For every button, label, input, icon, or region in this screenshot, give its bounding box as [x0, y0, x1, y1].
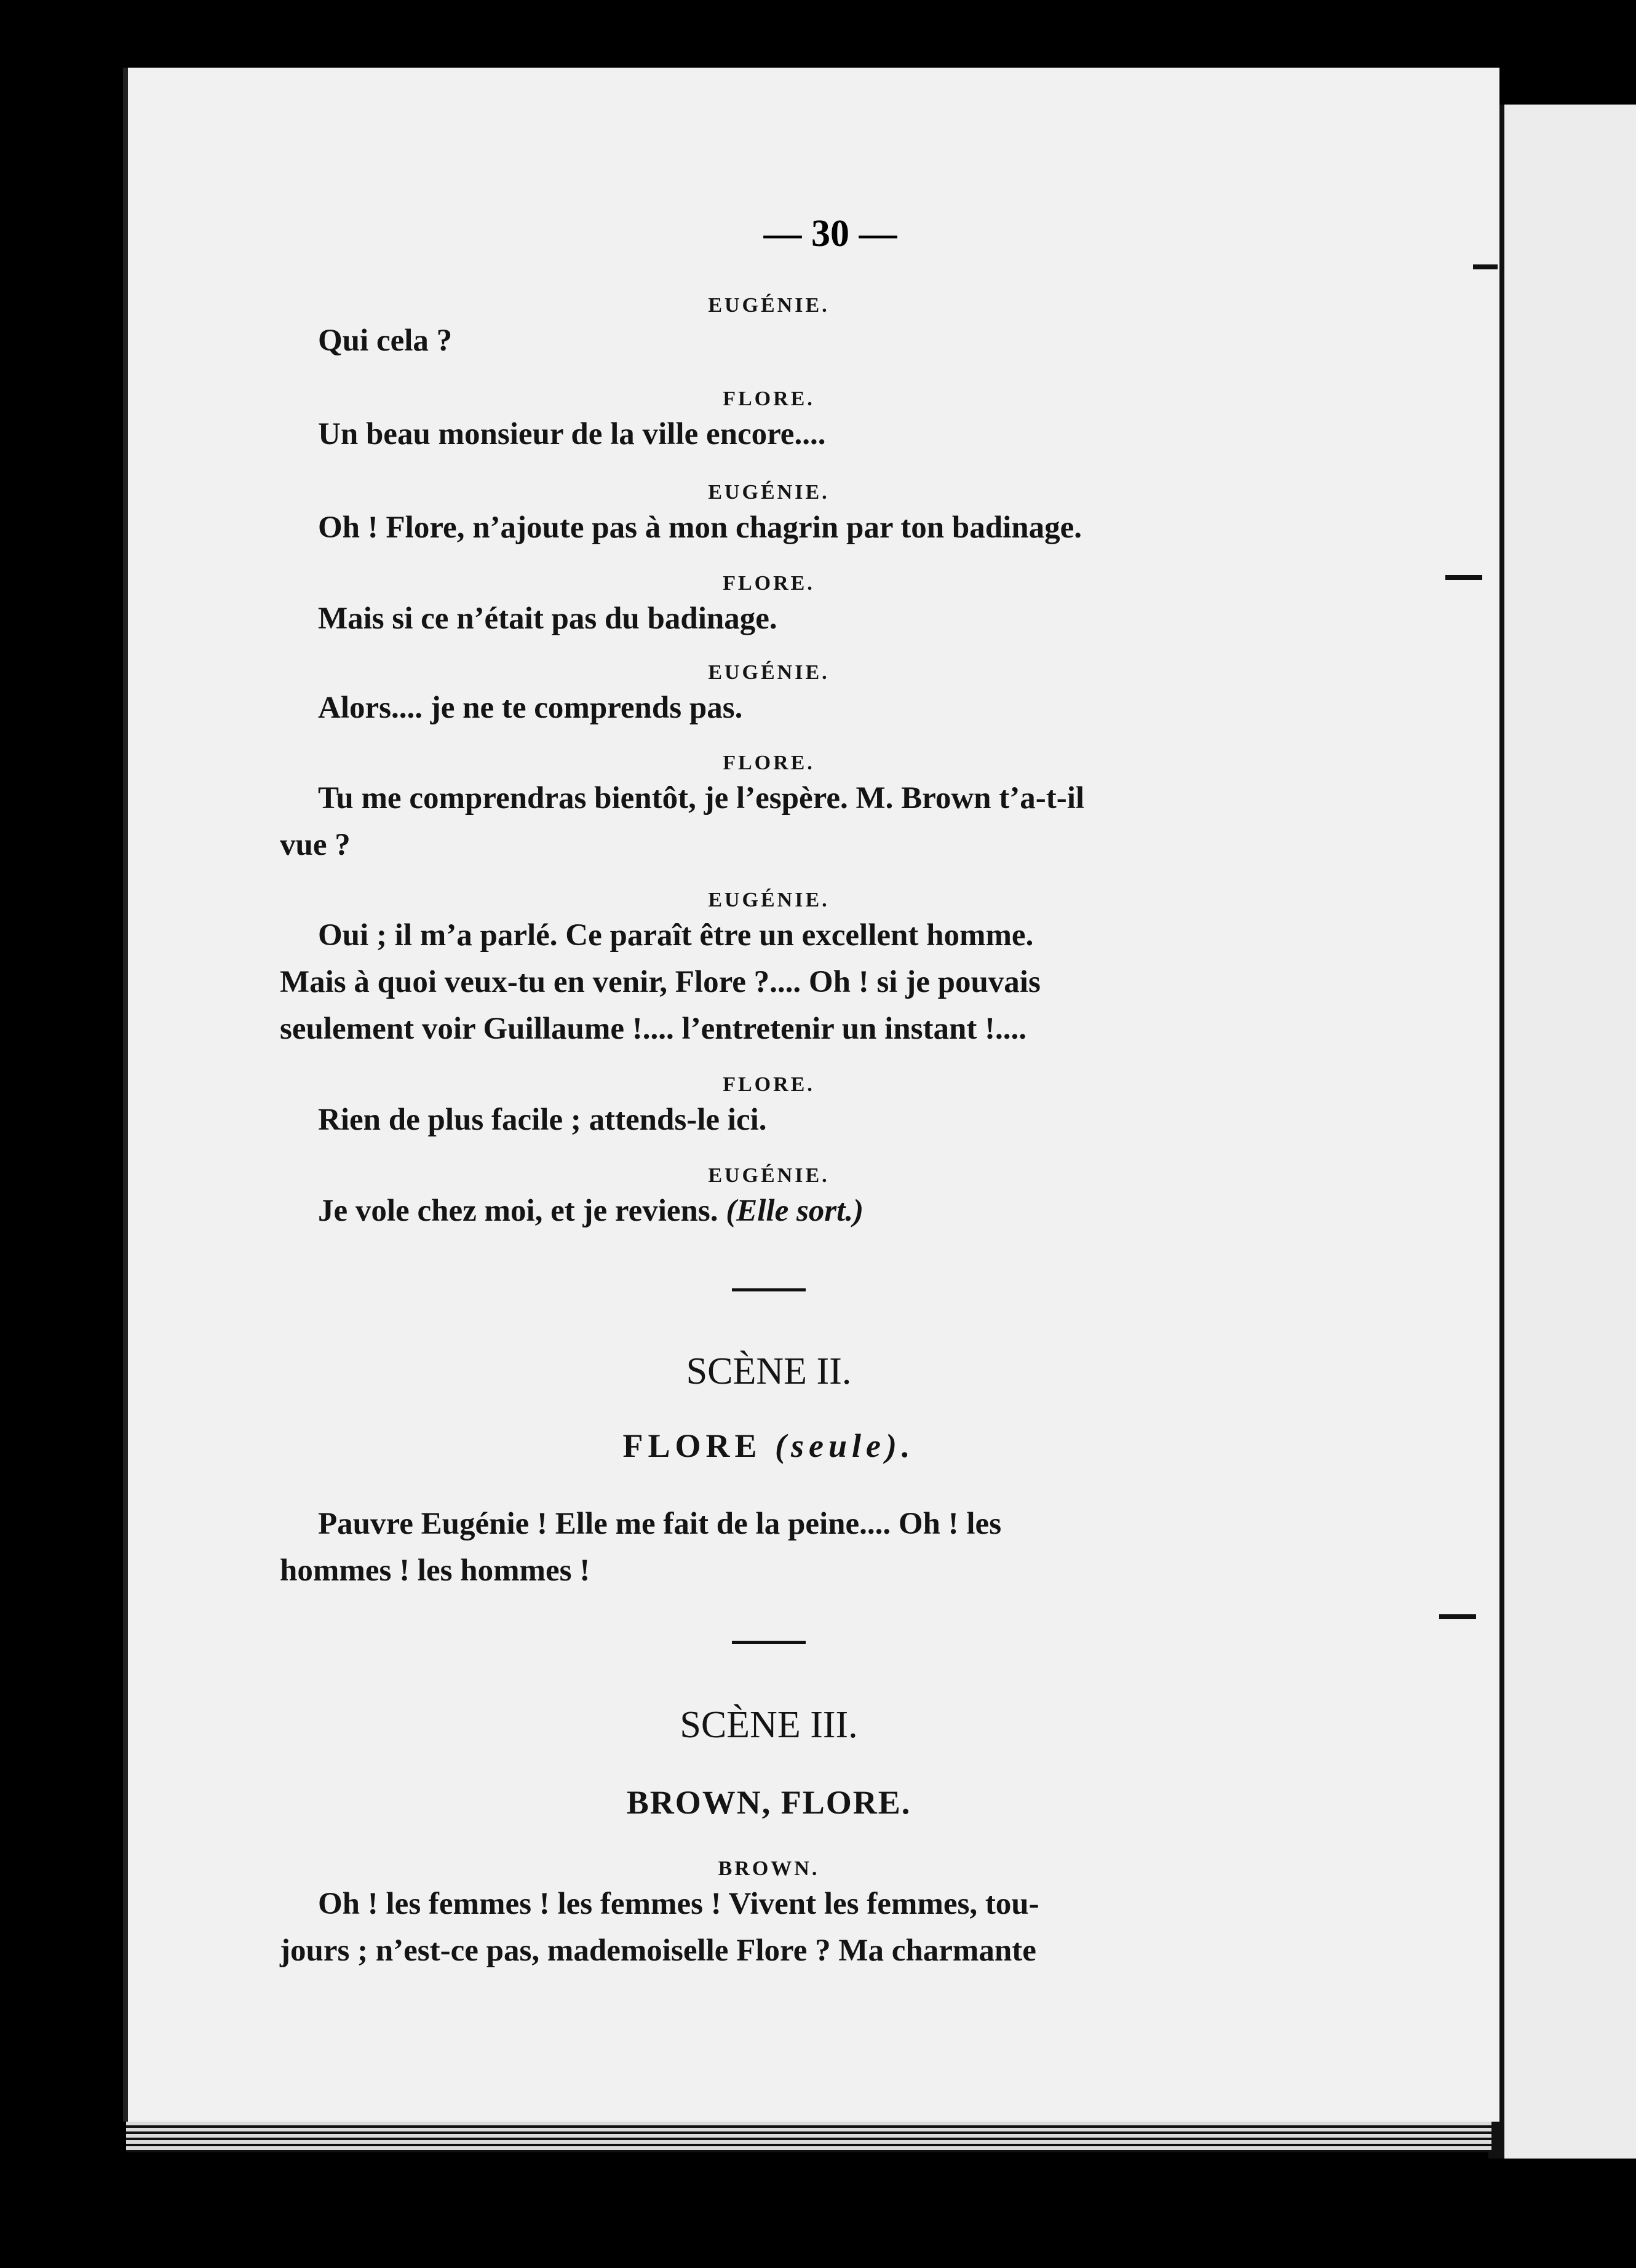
dialogue-line: Tu me comprendras bientôt, je l’espère. M. Brown t’a-t-il	[318, 781, 1085, 815]
divider-rule	[732, 1641, 806, 1644]
scene-title: SCÈNE II.	[686, 1350, 852, 1392]
scene-title: SCÈNE III.	[680, 1704, 858, 1746]
dialogue-line: Oui ; il m’a parlé. Ce paraît être un excellent homme.	[318, 918, 1034, 953]
speaker-name: EUGÉNIE.	[708, 889, 830, 911]
dialogue-line: Qui cela ?	[318, 323, 453, 358]
speaker-name: FLORE.	[723, 387, 815, 410]
dialogue-line: Oh ! les femmes ! les femmes ! Vivent les femmes, tou-	[318, 1887, 1039, 1921]
dialogue-block-2	[280, 387, 1258, 458]
stage-direction: (Elle sort.)	[726, 1194, 864, 1228]
dialogue-line: Pauvre Eugénie ! Elle me fait de la peine.... Oh ! les	[318, 1507, 1002, 1541]
dialogue-line: Oh ! Flore, n’ajoute pas à mon chagrin par ton badinage.	[318, 510, 1082, 545]
dialogue-block-1	[280, 294, 1258, 364]
character-list: FLORE	[622, 1427, 762, 1464]
dialogue-block-3	[280, 481, 1258, 551]
stage-direction: (seule).	[775, 1427, 915, 1464]
dialogue-line: vue ?	[280, 828, 351, 862]
dialogue-line: seulement voir Guillaume !.... l’entretenir un instant !....	[280, 1012, 1027, 1046]
dialogue-line	[280, 1188, 1258, 1234]
dialogue-line: Mais à quoi veux-tu en venir, Flore ?.... Oh ! si je pouvais	[280, 965, 1041, 999]
section-divider	[280, 1641, 1258, 1644]
scene-characters	[280, 1427, 1258, 1465]
dialogue-block-5	[280, 661, 1258, 731]
dialogue-line: Alors.... je ne te comprends pas.	[318, 691, 743, 725]
divider-rule	[732, 1288, 806, 1291]
dialogue-block-4	[280, 572, 1258, 642]
speaker-name: FLORE.	[723, 572, 815, 595]
scene-2-speech	[280, 1501, 1258, 1594]
dialogue-block-8	[280, 1073, 1258, 1143]
dialogue-line: hommes ! les hommes !	[280, 1553, 590, 1588]
speaker-name: EUGÉNIE.	[708, 481, 830, 504]
speaker-name: EUGÉNIE.	[708, 1164, 830, 1187]
dialogue-text: Je vole chez moi, et je reviens.	[318, 1194, 718, 1228]
binding-mark	[1473, 264, 1498, 269]
binding-mark	[1445, 575, 1482, 580]
dialogue-line: Mais si ce n’était pas du badinage.	[318, 601, 777, 636]
adjacent-page-edge	[1488, 105, 1636, 2159]
dialogue-line: Un beau monsieur de la ville encore....	[318, 417, 826, 451]
scene-2-characters	[280, 1427, 1258, 1465]
dialogue-block-7	[280, 889, 1258, 1052]
page-number: — 30 —	[763, 213, 897, 255]
scene-3-speech	[280, 1857, 1258, 1974]
speaker-name: EUGÉNIE.	[708, 294, 830, 317]
speaker-name: BROWN.	[718, 1857, 820, 1880]
scene-3-heading	[280, 1703, 1258, 1747]
speaker-name: FLORE.	[723, 1073, 815, 1096]
binding-mark	[1439, 1614, 1476, 1619]
scene-2-heading	[280, 1350, 1258, 1394]
dialogue-line: Rien de plus facile ; attends-le ici.	[318, 1103, 767, 1137]
scene-characters: BROWN, FLORE.	[626, 1784, 911, 1821]
dialogue-block-9	[280, 1164, 1258, 1234]
speaker-name: EUGÉNIE.	[708, 661, 830, 684]
dialogue-line: jours ; n’est-ce pas, mademoiselle Flore ? Ma charmante	[280, 1933, 1036, 1968]
scene-3-characters	[280, 1783, 1258, 1822]
speaker-name: FLORE.	[723, 751, 815, 774]
dialogue-block-6	[280, 751, 1258, 868]
section-divider	[280, 1288, 1258, 1291]
